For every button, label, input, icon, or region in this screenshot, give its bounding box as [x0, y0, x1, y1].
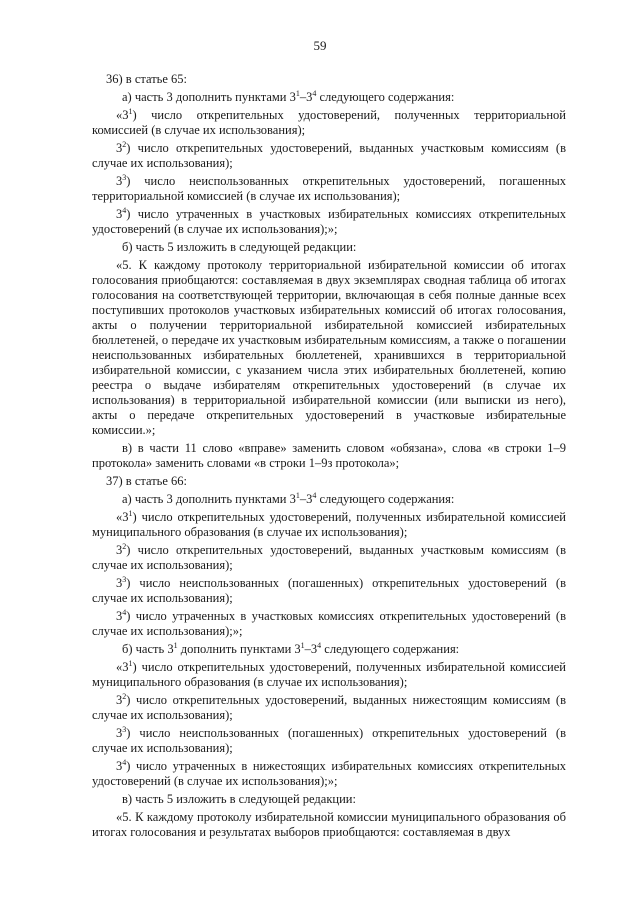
paragraph-p02: а) часть 3 дополнить пунктами $3^1-3^4$ следующего содержания: — [122, 88, 455, 104]
document-body — [92, 72, 566, 843]
paragraph-p19: $3^3$) число неиспользованных (погашенных) открепительных удостоверений (в случае их использования); — [92, 724, 566, 755]
paragraph-p22: «5. К каждому протоколу избирательной комиссии муниципального образования об итогах голосования и результатах выборов приобщаются: составляемая в двух — [92, 810, 566, 839]
paragraph-p18: $3^2$) число открепительных удостоверений, выданных нижестоящим комиссиям (в случае их использования); — [92, 691, 566, 722]
paragraph-p14: $3^3$) число неиспользованных (погашенных) открепительных удостоверений (в случае их использования); — [92, 574, 566, 605]
paragraph-p06: $3^4$) число утраченных в участковых избирательных комиссиях открепительных удостоверений (в случае их использования);»; — [92, 205, 566, 236]
page-number: 59 — [313, 38, 327, 53]
paragraph-p11: а) часть 3 дополнить пунктами $3^1-3^4$ следующего содержания: — [122, 490, 455, 506]
paragraph-p16: б) часть $3^1$ дополнить пунктами $3^1-3^4$ следующего содержания: — [122, 640, 460, 656]
paragraph-p01: 36) в статье 65: — [106, 72, 188, 86]
paragraph-p09: в) в части 11 слово «вправе» заменить словом «обязана», слова «в строки 1–9 протокола» заменить словами «в строки 1–9з протокола»; — [92, 441, 566, 470]
paragraph-p10: 37) в статье 66: — [106, 474, 188, 488]
paragraph-p13: $3^2$) число открепительных удостоверений, выданных участковым комиссиям (в случае их использования); — [92, 541, 566, 572]
paragraph-p12: «$3^1$) число открепительных удостоверений, полученных избирательной комиссией муниципального образования (в случае их использования); — [92, 508, 566, 539]
paragraph-p05: $3^3$) число неиспользованных открепительных удостоверений, погашенных территориальной комиссией (в случае их использования); — [92, 172, 566, 203]
paragraph-p08: «5. К каждому протоколу территориальной избирательной комиссии об итогах голосования приобщаются: составляемая в двух экземплярах сводная таблица об итогах голосования на соответствующей территории, включающая в себя полные данные всех поступивших протоколов участковых избирательных комиссий об итогах голосования, акты о получении территориальной избирательной комиссией избирательных бюллетеней, о передаче их участковым избирательным комиссиям, а также о погашении неиспользованных избирательных бюллетеней, хранившихся в территориальной избирательной комиссии, с указанием числа этих избирательных бюллетеней, копию реестра о выдаче избирателям открепительных удостоверений (в случае их использования) в территориальной избирательной комиссии (или выписки из него), акты о передаче открепительных удостоверений в участковые избирательные комиссии.»; — [92, 258, 566, 437]
paragraph-p03: «$3^1$) число открепительных удостоверений, полученных территориальной комиссией (в случае их использования); — [92, 106, 566, 137]
paragraph-p04: $3^2$) число открепительных удостоверений, выданных участковым комиссиям (в случае их использования); — [92, 139, 566, 170]
paragraph-p07: б) часть 5 изложить в следующей редакции: — [122, 240, 357, 254]
paragraph-p21: в) часть 5 изложить в следующей редакции: — [122, 792, 356, 806]
paragraph-p17: «$3^1$) число открепительных удостоверений, полученных избирательной комиссией муниципального образования (в случае их использования); — [92, 658, 566, 689]
paragraph-p20: $3^4$) число утраченных в нижестоящих избирательных комиссиях открепительных удостоверений (в случае их использования);»; — [92, 757, 566, 788]
paragraph-p15: $3^4$) число утраченных в участковых комиссиях открепительных удостоверений (в случае их использования);»; — [92, 607, 566, 638]
